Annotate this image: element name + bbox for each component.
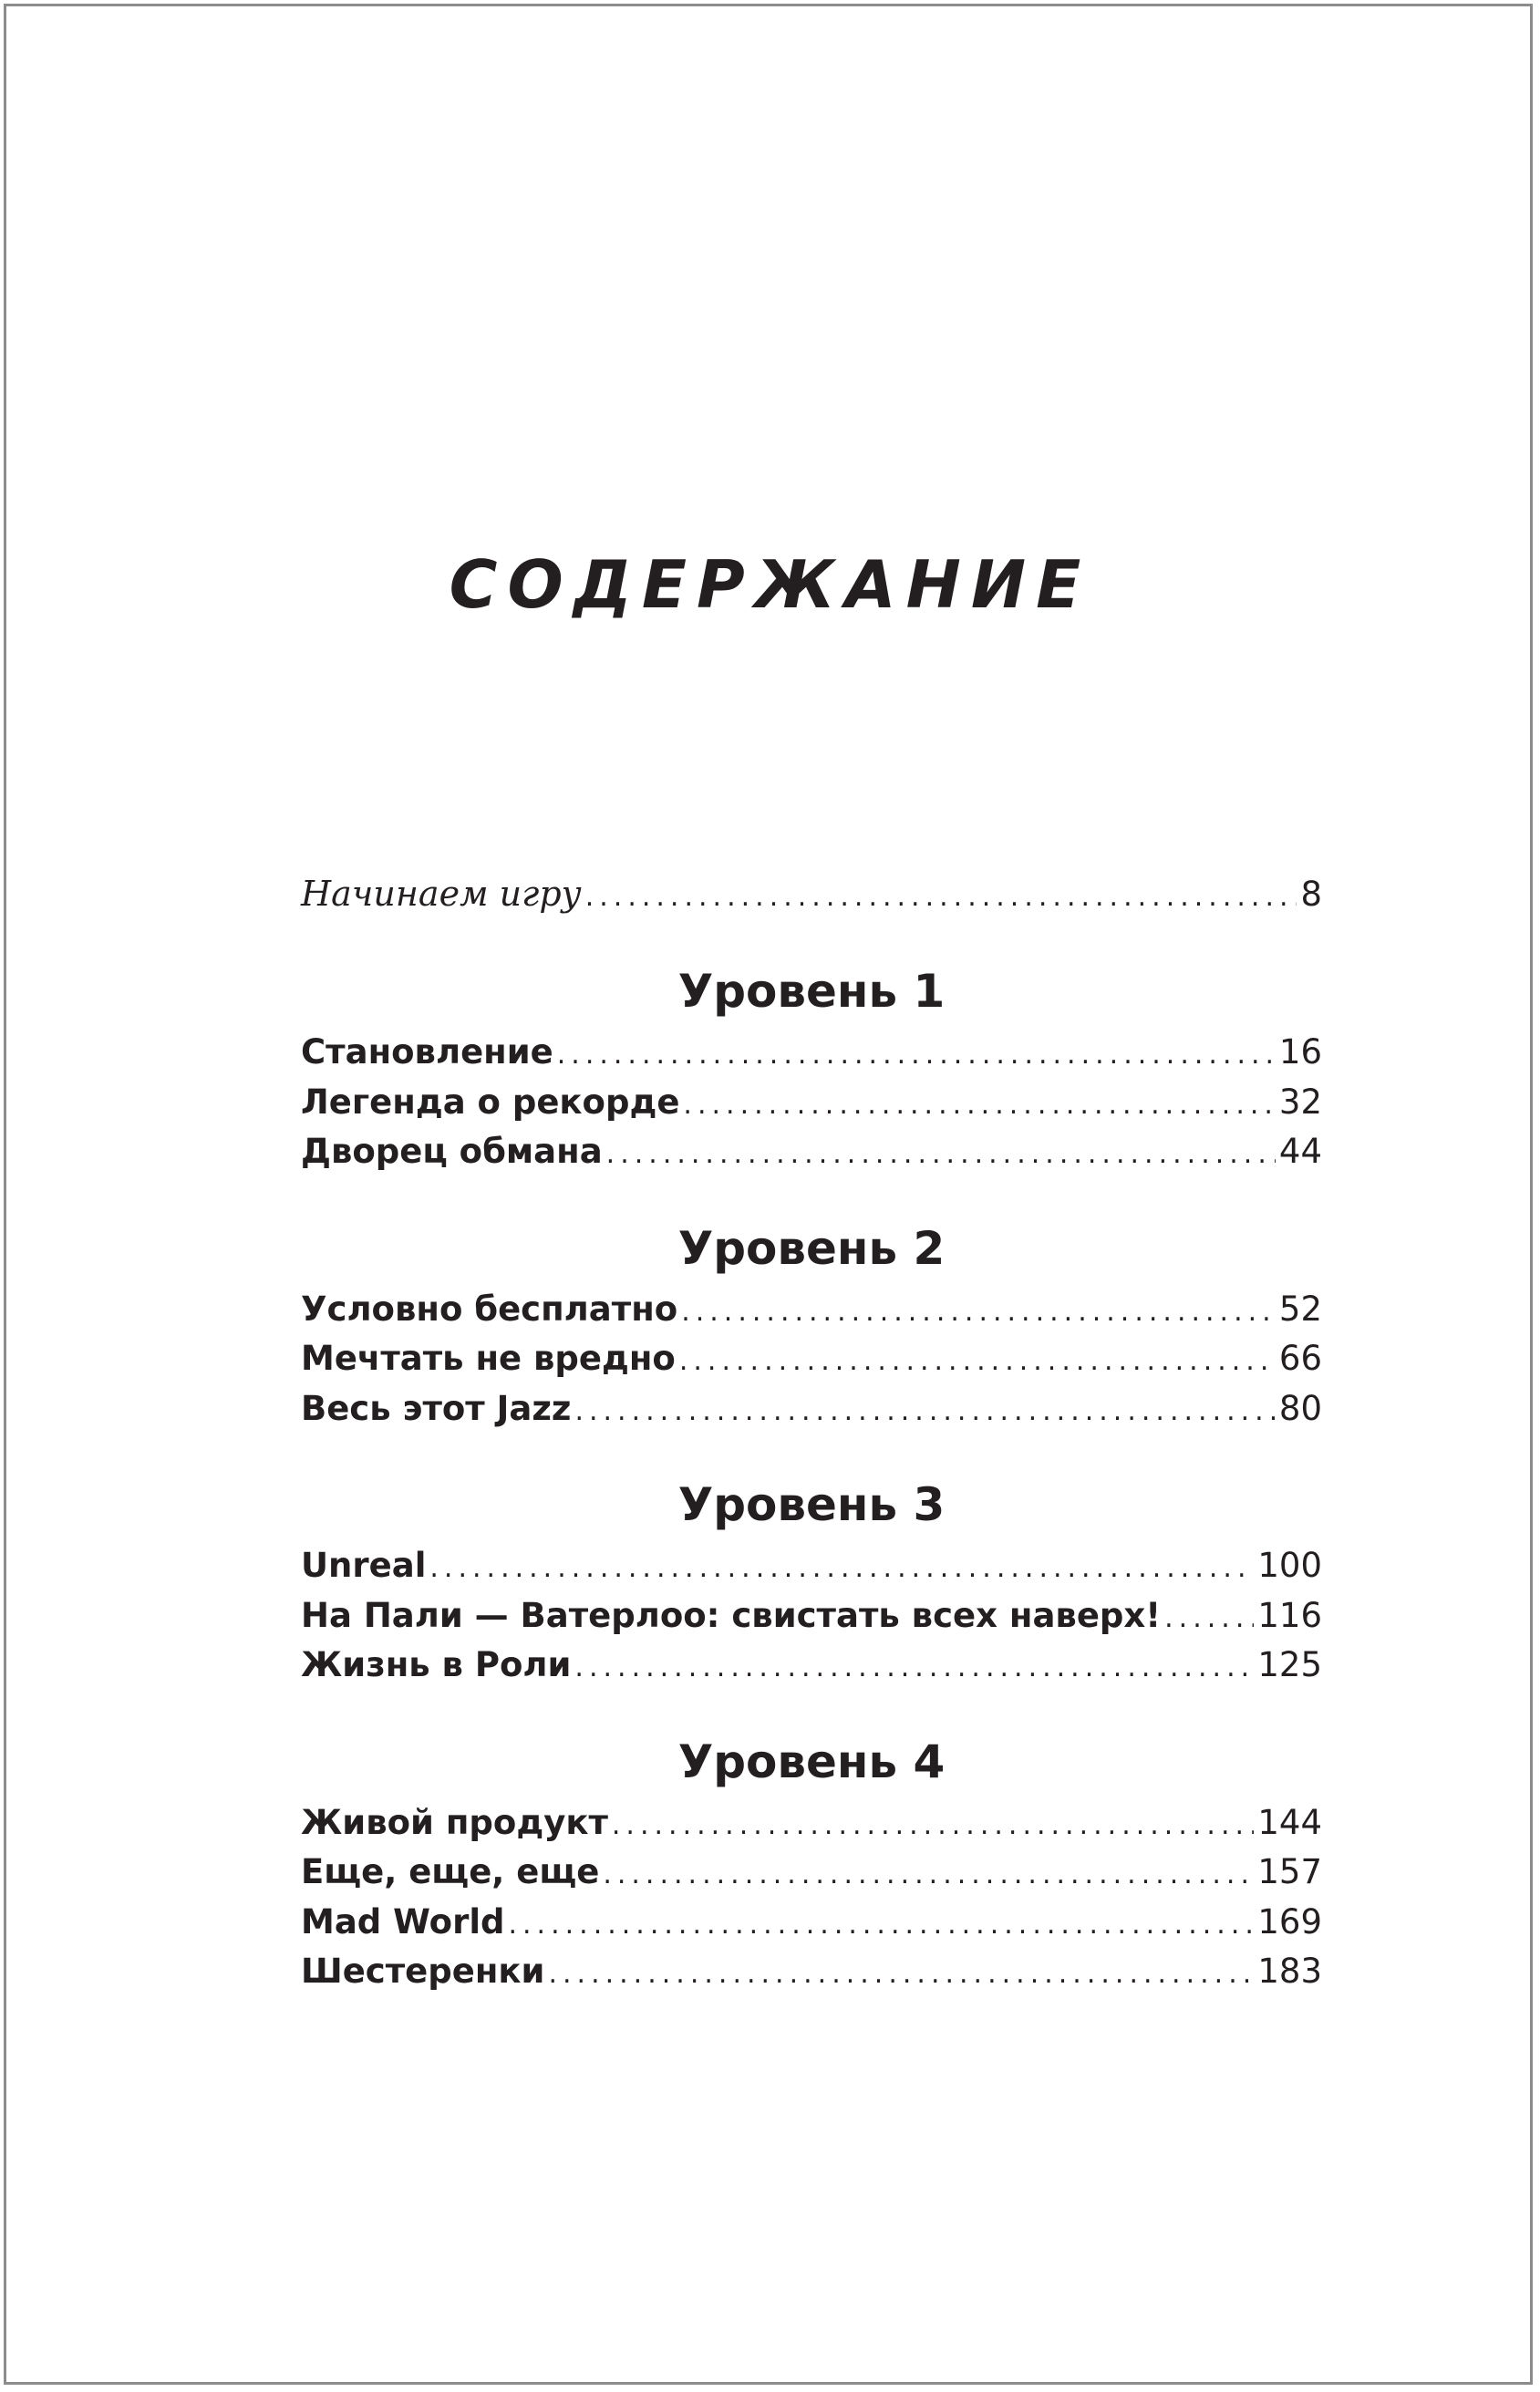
level-4-heading: Уровень 4 — [677, 1734, 946, 1788]
toc-entry[interactable] — [301, 1132, 1322, 1182]
page-title: СОДЕРЖАНИЕ — [449, 546, 1091, 623]
toc-entry[interactable] — [301, 1546, 1322, 1596]
toc-entry[interactable] — [301, 1289, 1322, 1340]
dot-leader — [1164, 1602, 1254, 1634]
toc-entry-page: 44 — [1278, 1132, 1322, 1171]
toc-entry[interactable] — [301, 1339, 1322, 1389]
toc-entry-title: Легенда о рекорде — [301, 1082, 680, 1122]
toc-entry-page: 116 — [1257, 1595, 1322, 1635]
toc-entry[interactable] — [301, 1803, 1322, 1853]
dot-leader — [508, 1909, 1254, 1941]
dot-leader — [574, 1652, 1254, 1683]
toc-entry-title: Становление — [301, 1032, 553, 1072]
dot-leader — [429, 1552, 1254, 1584]
table-of-contents — [301, 874, 1322, 2002]
toc-entry-page: 169 — [1257, 1901, 1322, 1942]
toc-entry-page: 144 — [1257, 1802, 1322, 1842]
toc-entry[interactable] — [301, 1902, 1322, 1952]
toc-entry-title: Мечтать не вредно — [301, 1339, 676, 1378]
dot-leader — [548, 1958, 1254, 1990]
toc-entry-page: 66 — [1278, 1339, 1322, 1378]
toc-entry-title: Жизнь в Роли — [301, 1645, 572, 1684]
dot-leader — [603, 1859, 1254, 1890]
toc-entry-page: 8 — [1300, 875, 1322, 914]
toc-entry-page: 16 — [1278, 1032, 1322, 1072]
dot-leader — [574, 1395, 1275, 1427]
toc-entry-page: 183 — [1257, 1952, 1322, 1991]
toc-entry-title: Начинаем игру — [301, 874, 582, 914]
toc-entry-page: 52 — [1278, 1289, 1322, 1329]
dot-leader — [606, 1138, 1276, 1170]
dot-leader — [612, 1809, 1254, 1841]
toc-entry-title: Дворец обмана — [301, 1132, 603, 1171]
toc-entry-page: 80 — [1278, 1388, 1322, 1428]
toc-entry-title: На Пали — Ватерлоо: свистать всех наверх! — [301, 1595, 1162, 1635]
toc-entry-page: 100 — [1257, 1546, 1322, 1585]
dot-leader — [679, 1345, 1276, 1377]
level-3-heading: Уровень 3 — [677, 1478, 946, 1531]
level-2-heading: Уровень 2 — [677, 1221, 946, 1275]
toc-entry-title: Unreal — [301, 1546, 427, 1585]
toc-entry-title: Еще, еще, еще — [301, 1852, 600, 1891]
dot-leader — [585, 881, 1297, 913]
toc-entry[interactable] — [301, 1389, 1322, 1439]
level-1-heading: Уровень 1 — [677, 965, 946, 1018]
toc-entry-page: 125 — [1257, 1645, 1322, 1684]
toc-entry-page: 157 — [1257, 1852, 1322, 1891]
toc-entry-title: Живой продукт — [301, 1802, 608, 1842]
toc-entry-intro[interactable] — [301, 874, 1322, 925]
dot-leader — [557, 1039, 1276, 1071]
toc-entry-title: Mad World — [301, 1901, 505, 1942]
toc-entry[interactable] — [301, 1645, 1322, 1695]
toc-entry[interactable] — [301, 1852, 1322, 1902]
toc-entry[interactable] — [301, 1032, 1322, 1082]
dot-leader — [683, 1089, 1275, 1121]
toc-entry-page: 32 — [1278, 1082, 1322, 1122]
toc-entry-title: Весь этот Jazz — [301, 1388, 572, 1428]
toc-entry-title: Условно бесплатно — [301, 1289, 678, 1329]
toc-entry[interactable] — [301, 1596, 1322, 1646]
toc-entry[interactable] — [301, 1952, 1322, 2002]
toc-entry-title: Шестеренки — [301, 1952, 545, 1991]
toc-entry[interactable] — [301, 1082, 1322, 1133]
dot-leader — [681, 1296, 1276, 1328]
